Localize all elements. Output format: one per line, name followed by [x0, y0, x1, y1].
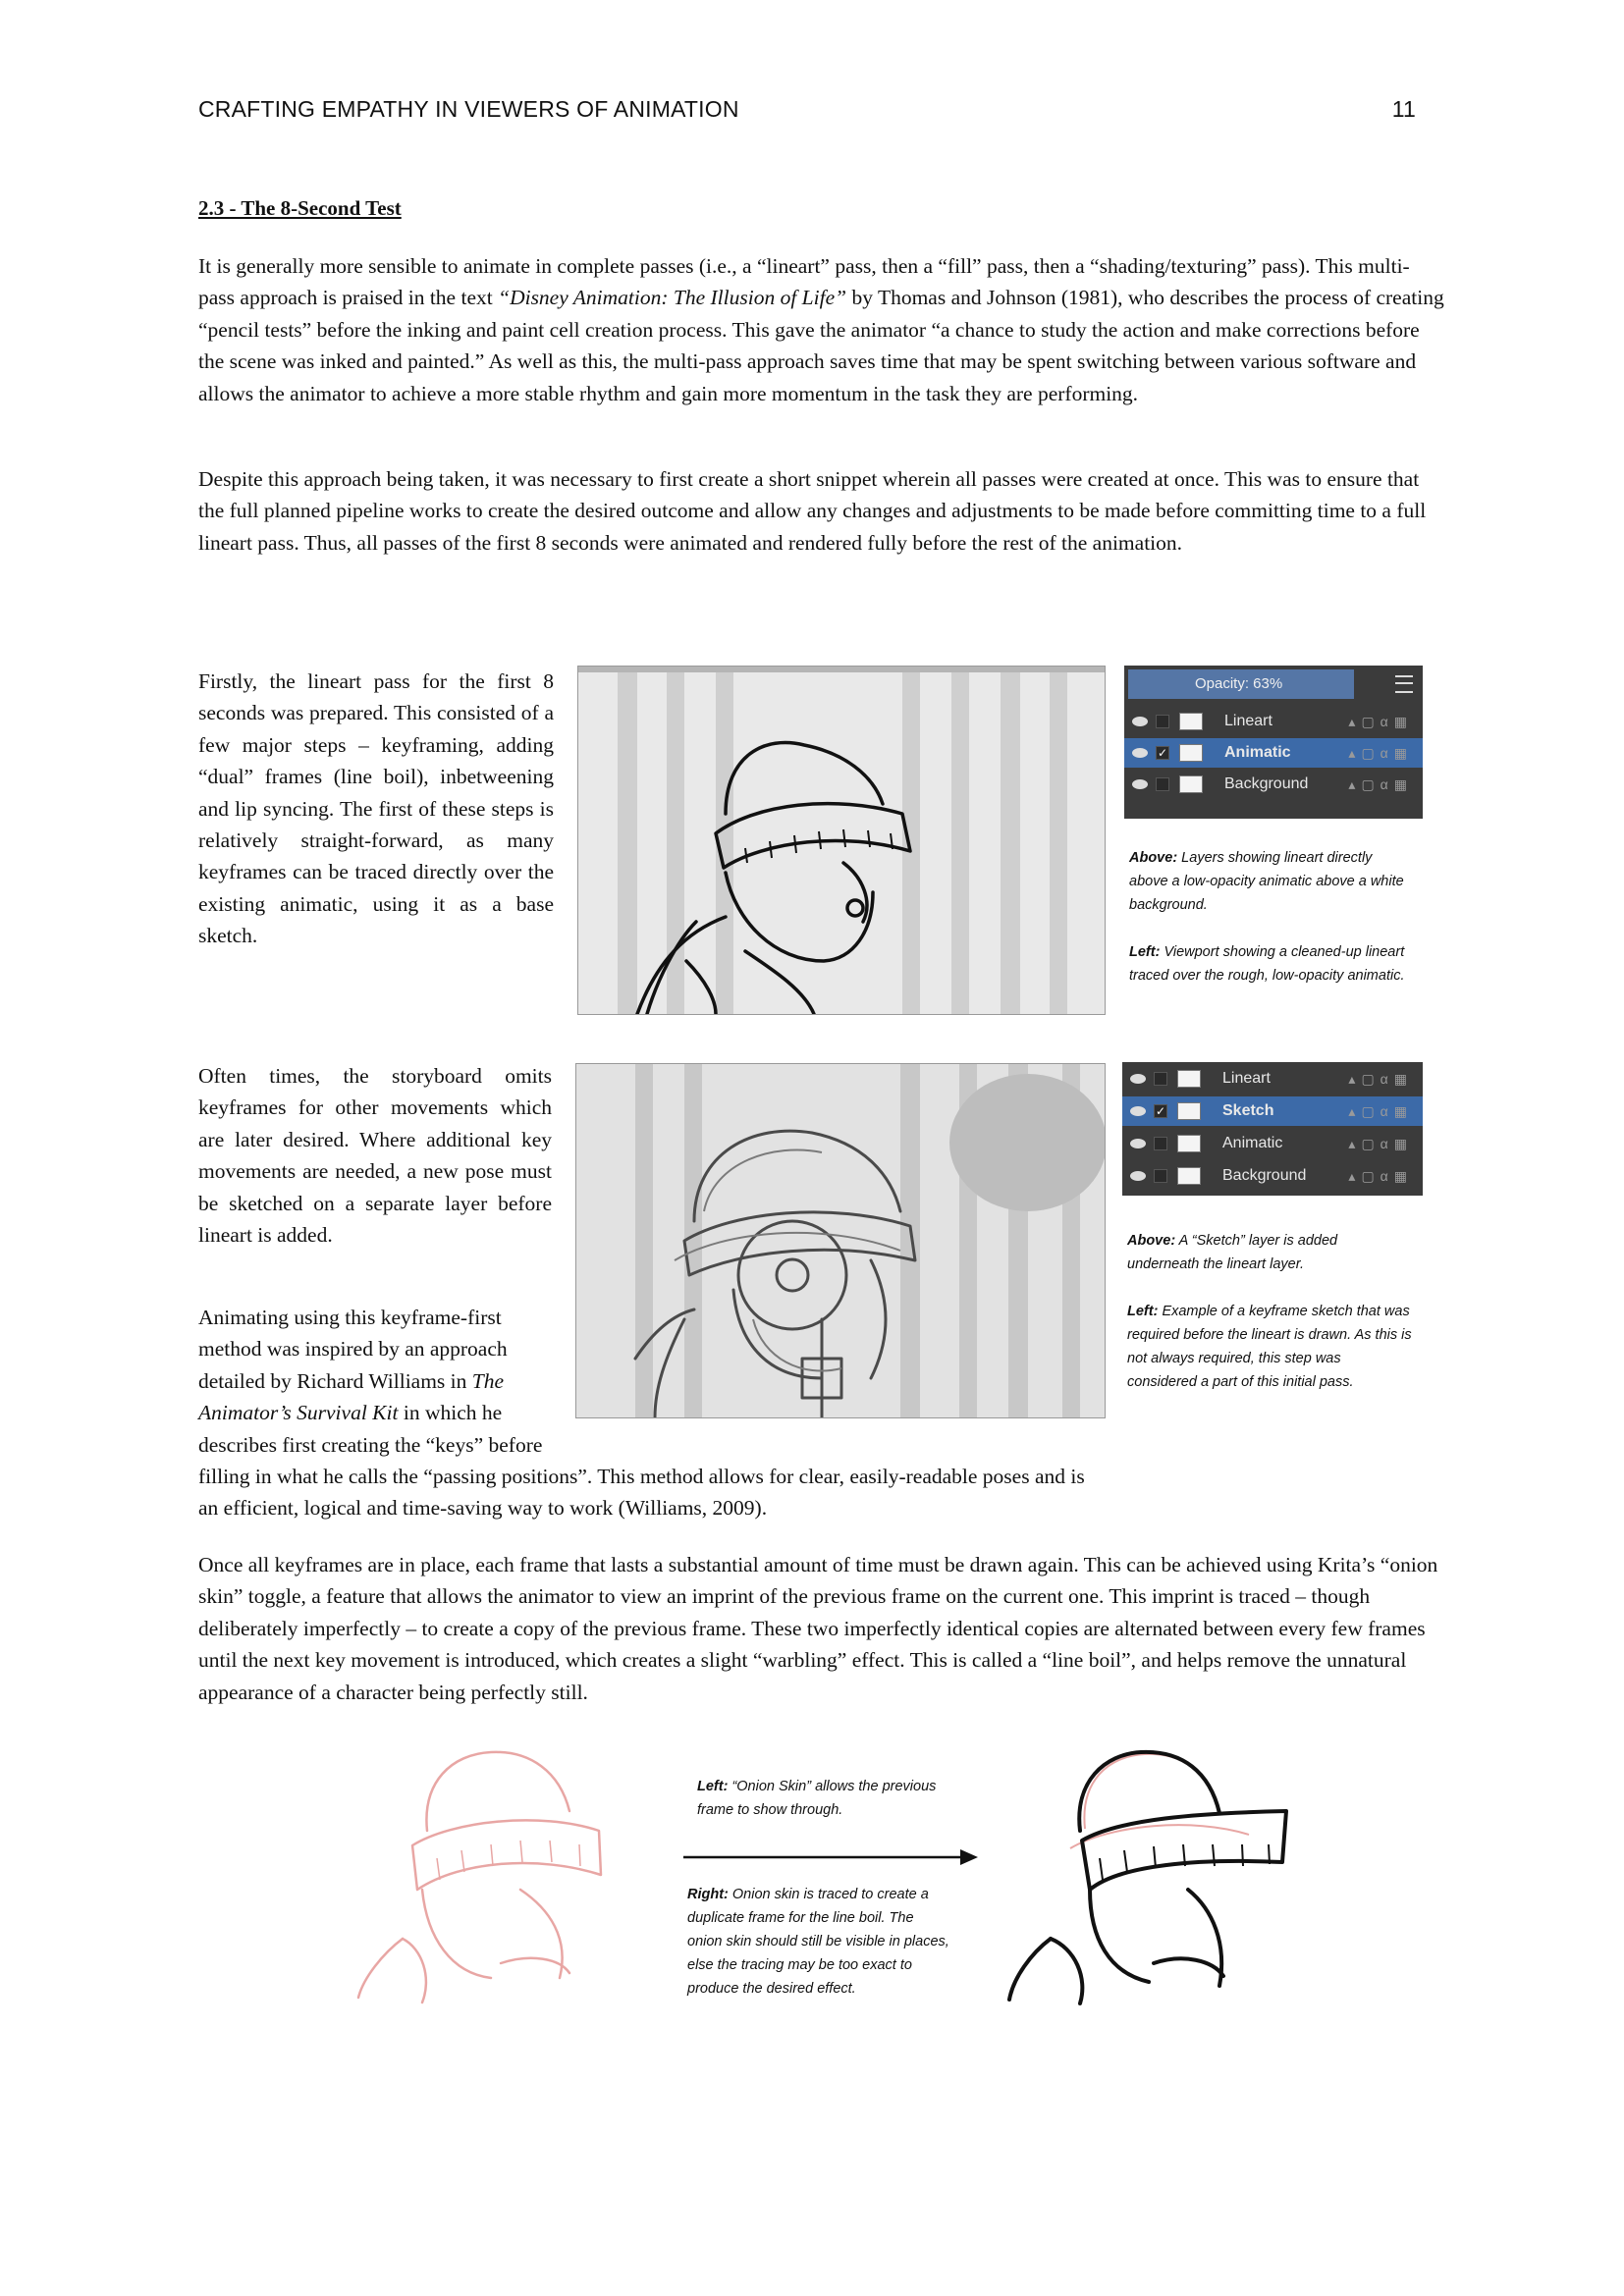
layer-row-animatic[interactable] — [1122, 1129, 1423, 1158]
layer-name: Lineart — [1224, 713, 1272, 729]
layer-row-animatic[interactable] — [1124, 738, 1423, 768]
layer-name: Sketch — [1222, 1102, 1274, 1119]
caption-onion-left: Left: “Onion Skin” allows the previous frame to show through. — [697, 1779, 937, 1818]
page-number: 11 — [1391, 96, 1416, 122]
layer-row-lineart[interactable] — [1124, 707, 1423, 736]
layers-panel-1 — [1124, 666, 1423, 819]
layer-name: Lineart — [1222, 1070, 1271, 1087]
layer-name: Animatic — [1222, 1135, 1283, 1151]
eye-icon[interactable] — [1132, 748, 1148, 758]
layer-checkbox[interactable] — [1154, 1072, 1167, 1086]
layer-controls-icon[interactable]: ▴▢α▦ — [1348, 713, 1413, 729]
layer-row-lineart[interactable] — [1122, 1064, 1423, 1094]
layer-controls-icon[interactable]: ▴▢α▦ — [1348, 1070, 1413, 1087]
caption-above-2: Above: A “Sketch” layer is added underneath the lineart layer. — [1127, 1233, 1338, 1272]
layer-checkbox[interactable] — [1154, 1169, 1167, 1183]
layer-checkbox[interactable] — [1156, 777, 1169, 791]
arrow-right-icon — [681, 1845, 980, 1869]
lineart-over-animatic-illustration — [578, 667, 1105, 1014]
layer-thumbnail — [1177, 1167, 1201, 1185]
layer-controls-icon[interactable]: ▴▢α▦ — [1348, 1102, 1413, 1119]
layer-thumbnail — [1177, 1135, 1201, 1152]
layer-row-background[interactable] — [1122, 1161, 1423, 1191]
eye-icon[interactable] — [1132, 717, 1148, 726]
onion-skin-previous-frame — [344, 1742, 658, 2007]
layer-thumbnail — [1179, 713, 1203, 730]
layer-checkbox[interactable] — [1154, 1137, 1167, 1150]
eye-icon[interactable] — [1130, 1074, 1146, 1084]
layer-name: Animatic — [1224, 744, 1291, 761]
paragraph-lineart-pass: Firstly, the lineart pass for the first 8 seconds was prepared. This consisted of a few major steps – keyframing, adding “dual” frames (line boil), inbetweening and lip syncing. The first of these steps is relatively straight-forward, as many keyframes can be traced directly over the existing animatic, using it as a base sketch. — [198, 669, 554, 948]
layer-thumbnail — [1179, 775, 1203, 793]
eye-icon[interactable] — [1130, 1171, 1146, 1181]
page-header — [198, 96, 1416, 128]
section-title: 2.3 - The 8-Second Test — [198, 196, 402, 220]
paragraph-snippet: Despite this approach being taken, it was necessary to first create a short snippet wherein all passes were created at once. This was to ensure that the full planned pipeline works to create the desired outcome and allow any changes and adjustments to be made before committing time to a full lineart pass. Thus, all passes of the first 8 seconds were animated and rendered fully before the rest of the animation. — [198, 467, 1427, 555]
layer-thumbnail — [1179, 744, 1203, 762]
paragraph-intro: It is generally more sensible to animate in complete passes (i.e., a “lineart” pass, then a “fill” pass, then a “shading/texturing” pass). This multi-pass approach is praised in the text “Disney Animation: The Illusion of Life” by Thomas and Johnson (1981), who describes the process of creating “pencil tests” before the inking and paint cell creation process. This gave the animator “a chance to study the action and make corrections before the scene was inked and painted.” As well as this, the multi-pass approach saves time that may be spent switching between various software and allows the animator to achieve a more stable rhythm and gain more momentum in the task they are performing. — [198, 254, 1444, 405]
caption-left-2: Left: Example of a keyframe sketch that was required before the lineart is drawn. As this is not always required, this step was considered a part of this initial pass. — [1127, 1304, 1412, 1390]
running-title: CRAFTING EMPATHY IN VIEWERS OF ANIMATION — [198, 96, 739, 122]
opacity-field[interactable]: Opacity: 63% — [1128, 669, 1354, 699]
menu-icon[interactable] — [1395, 675, 1413, 693]
layer-controls-icon[interactable]: ▴▢α▦ — [1348, 1167, 1413, 1184]
layer-checkbox[interactable]: ✓ — [1155, 1104, 1166, 1118]
layer-controls-icon[interactable]: ▴▢α▦ — [1348, 1135, 1413, 1151]
layer-name: Background — [1224, 775, 1309, 792]
onion-skin-traced-frame — [992, 1742, 1306, 2007]
layer-checkbox[interactable]: ✓ — [1157, 746, 1168, 760]
eye-icon[interactable] — [1130, 1106, 1146, 1116]
layer-thumbnail — [1177, 1102, 1201, 1120]
paragraph-storyboard: Often times, the storyboard omits keyframes for other movements which are later desired. Where additional key movements are needed, a new pose must be sketched on a separate layer before lineart is added. — [198, 1064, 552, 1248]
eye-icon[interactable] — [1132, 779, 1148, 789]
book-title: “Disney Animation: The Illusion of Life” — [498, 286, 847, 310]
layers-panel-2 — [1122, 1062, 1423, 1196]
layer-controls-icon[interactable]: ▴▢α▦ — [1348, 744, 1413, 761]
caption-onion-right: Right: Onion skin is traced to create a duplicate frame for the line boil. The onion skin should still be visible in places, else the tracing may be too exact to produce the desired effect. — [687, 1887, 949, 1997]
layer-controls-icon[interactable]: ▴▢α▦ — [1348, 775, 1413, 792]
paragraph-williams: Animating using this keyframe-first method was inspired by an approach detailed by Richard Williams in The Animator’s Survival Kit in which he describes first creating the “keys” before filling in what he calls the “passing positions”. This method allows for clear, easily-readable poses and is an efficient, logical and time-saving way to work (Williams, 2009). — [198, 1306, 1085, 1521]
eye-icon[interactable] — [1130, 1139, 1146, 1148]
layer-thumbnail — [1177, 1070, 1201, 1088]
caption-above-1: Above: Layers showing lineart directly above a low-opacity animatic above a white background. — [1129, 850, 1404, 913]
layer-checkbox[interactable] — [1156, 715, 1169, 728]
viewport-lineart-image — [577, 666, 1106, 1015]
layer-row-sketch[interactable] — [1122, 1096, 1423, 1126]
book-title: The Animator’s Survival Kit — [198, 1368, 505, 1425]
layer-row-background[interactable] — [1124, 770, 1423, 799]
layer-name: Background — [1222, 1167, 1307, 1184]
caption-left-1: Left: Viewport showing a cleaned-up lineart traced over the rough, low-opacity animatic. — [1129, 944, 1405, 984]
paragraph-onion-skin: Once all keyframes are in place, each frame that lasts a substantial amount of time must be drawn again. This can be achieved using Krita’s “onion skin” toggle, a feature that allows the animator to view an imprint of the previous frame on the current one. This imprint is traced – though deliberately imperfectly – to create a copy of the previous frame. These two imperfectly identical copies are alternated between every few frames until the next key movement is introduced, which creates a slight “warbling” effect. This is called a “line boil”, and helps remove the unnatural appearance of a character being perfectly still. — [198, 1553, 1438, 1704]
